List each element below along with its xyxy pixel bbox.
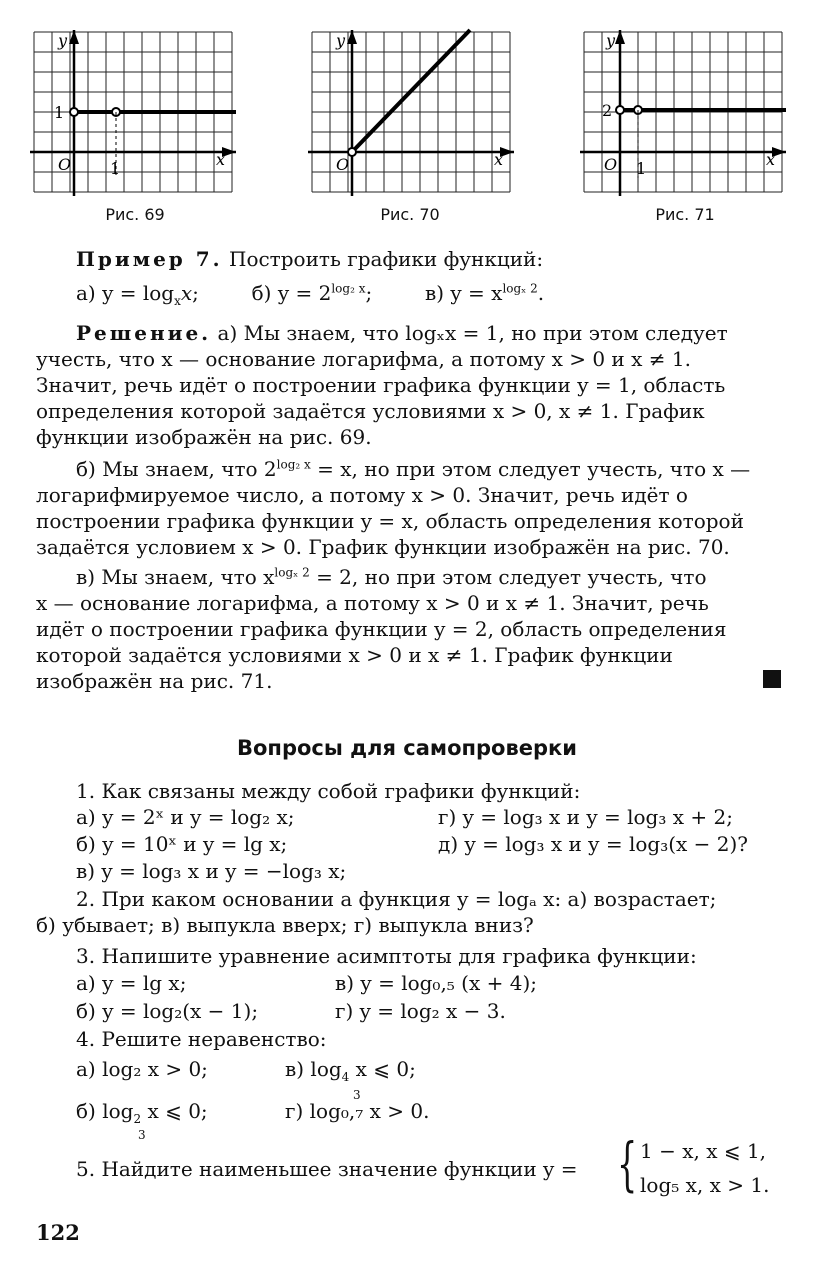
- figure-69: [30, 28, 240, 196]
- piecewise-brace: {: [617, 1130, 638, 1198]
- solution-line-6: б) Мы знаем, что $2^{log_2 x} = x$, но при этом следует учесть, что x —: [76, 457, 751, 481]
- page-number: 122: [36, 1220, 80, 1245]
- example-item-b: б) $y = 2^{log_2 x}$;: [251, 281, 373, 305]
- origin-label: O: [604, 155, 618, 174]
- example-items: [76, 280, 544, 306]
- question-4g: г) log₀,₇ x > 0.: [285, 1099, 430, 1123]
- example-item-c: в) $y = x^{log_x 2}$.: [424, 281, 545, 305]
- solution-line-9: задаётся условием x > 0. График функции изображён на рис. 70.: [36, 535, 730, 559]
- example-title: Пример 7.: [76, 247, 223, 271]
- solution-line-4: определения которой задаётся условиями x > 0, x ≠ 1. График: [36, 399, 705, 423]
- question-4v: в) $\log_4 x$ ⩽ 0;: [285, 1057, 416, 1084]
- solution-line-11: x — основание логарифма, а потому x > 0 и x ≠ 1. Значит, речь: [36, 591, 709, 615]
- question-1a: а) y = 2ˣ и y = log₂ x;: [76, 805, 295, 829]
- y-axis-label: y: [606, 31, 616, 50]
- x-mark-label: 1: [636, 159, 647, 178]
- solution-line-10: в) Мы знаем, что $x^{log_x 2} = 2$, но при этом следует учесть, что: [76, 565, 707, 589]
- example-intro: Построить графики функций:: [229, 247, 544, 271]
- questions-title: Вопросы для самопроверки: [237, 736, 577, 760]
- y-axis-label: y: [58, 31, 68, 50]
- question-2-line-1: 2. При каком основании a функция y = logₐ x: а) возрастает;: [76, 887, 717, 911]
- figure-70-caption: Рис. 70: [380, 205, 440, 224]
- question-1g: г) y = log₃ x и y = log₃ x + 2;: [438, 805, 733, 829]
- solution-line-7: логарифмируемое число, а потому x > 0. Значит, речь идёт о: [36, 483, 688, 507]
- x-axis-label: x: [216, 150, 226, 169]
- question-4b-denominator: 3: [138, 1128, 146, 1142]
- solution-line-2: учесть, что x — основание логарифма, а потому x > 0 и x ≠ 1.: [36, 347, 691, 371]
- solution-line-13: которой задаётся условиями x > 0 и x ≠ 1. График функции: [36, 643, 673, 667]
- question-4a: а) log₂ x > 0;: [76, 1057, 208, 1081]
- question-4b: б) $\log_2 x$ ⩽ 0;: [76, 1099, 208, 1126]
- question-3b: б) y = log₂(x − 1);: [76, 999, 259, 1023]
- question-4v-denominator: 3: [353, 1088, 361, 1102]
- solution-line-1: Решение. а) Мы знаем, что logₓx = 1, но при этом следует: [76, 321, 728, 345]
- origin-label: O: [336, 155, 350, 174]
- question-1b: б) y = 10ˣ и y = lg x;: [76, 832, 288, 856]
- solution-line-3: Значит, речь идёт о построении графика функции y = 1, область: [36, 373, 726, 397]
- question-3v: в) y = log₀,₅ (x + 4);: [335, 971, 538, 995]
- y-axis-label: y: [336, 31, 346, 50]
- origin-label: O: [58, 155, 72, 174]
- question-5-case-2: log₅ x, x > 1.: [640, 1173, 770, 1197]
- y-mark-label: 2: [602, 101, 613, 120]
- solution-line-12: идёт о построении графика функции y = 2, область определения: [36, 617, 727, 641]
- y-mark-label: 1: [54, 103, 65, 122]
- question-3a: а) y = lg x;: [76, 971, 187, 995]
- solution-line-8: построении графика функции y = x, область определения которой: [36, 509, 744, 533]
- figure-71-caption: Рис. 71: [655, 205, 715, 224]
- figure-69-caption: Рис. 69: [105, 205, 165, 224]
- question-1: 1. Как связаны между собой графики функций:: [76, 779, 581, 803]
- figure-70: [308, 28, 518, 196]
- solution-word: Решение.: [76, 321, 212, 345]
- question-4: 4. Решите неравенство:: [76, 1027, 327, 1051]
- question-5-case-1: 1 − x, x ⩽ 1,: [640, 1139, 767, 1163]
- end-of-example-mark: [763, 670, 781, 688]
- example-heading: [76, 246, 543, 272]
- figure-71: [580, 28, 790, 196]
- x-axis-label: x: [494, 150, 504, 169]
- example-item-a: а) $y = \log_xx$;: [76, 281, 199, 308]
- solution-line-14: изображён на рис. 71.: [36, 669, 273, 693]
- x-mark-label: 1: [110, 159, 121, 178]
- solution-line-5: функции изображён на рис. 69.: [36, 425, 372, 449]
- question-5: 5. Найдите наименьшее значение функции y =: [76, 1157, 578, 1181]
- question-3g: г) y = log₂ x − 3.: [335, 999, 506, 1023]
- x-axis-label: x: [766, 150, 776, 169]
- question-2-line-2: б) убывает; в) выпукла вверх; г) выпукла вниз?: [36, 913, 534, 937]
- question-1d: д) y = log₃ x и y = log₃(x − 2)?: [438, 832, 749, 856]
- question-3: 3. Напишите уравнение асимптоты для графика функции:: [76, 944, 697, 968]
- question-1v: в) y = log₃ x и y = −log₃ x;: [76, 859, 347, 883]
